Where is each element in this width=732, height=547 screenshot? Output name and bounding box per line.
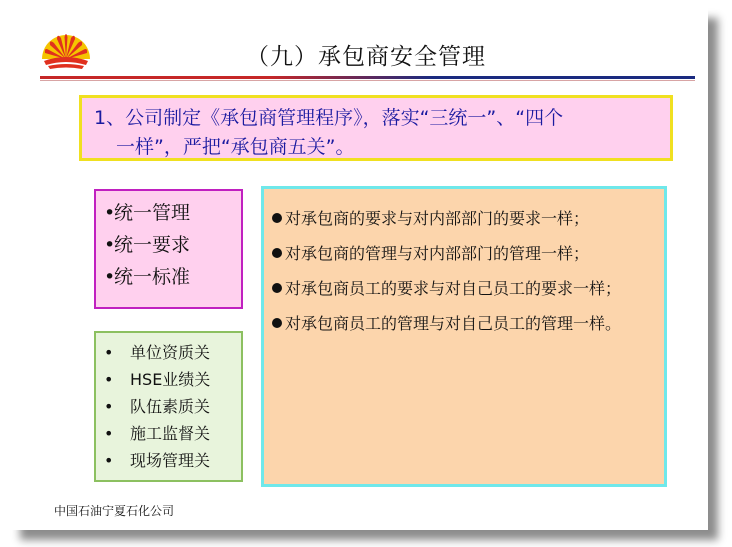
bullet-icon: •	[104, 397, 114, 416]
requirement-item	[272, 236, 652, 271]
gate-item-label: 单位资质关	[130, 343, 211, 362]
requirement-item	[272, 201, 652, 236]
bullet-dot-icon	[272, 283, 282, 293]
five-gates-box	[94, 331, 243, 482]
footer-company: 中国石油宁夏石化公司	[54, 504, 175, 518]
bullet-icon: •	[104, 202, 116, 224]
title-divider-thin	[40, 80, 695, 81]
unify-item-label: 统一标准	[114, 266, 191, 288]
four-same-box	[261, 186, 667, 487]
gate-item-label: 队伍素质关	[130, 397, 211, 416]
unify-item-label: 统一要求	[114, 234, 191, 256]
gate-item	[104, 420, 241, 447]
bullet-icon: •	[104, 343, 114, 362]
requirement-text: 对承包商的要求与对内部部门的要求一样；	[285, 209, 590, 228]
unify-item	[104, 197, 241, 229]
bullet-icon: •	[104, 370, 114, 389]
three-unify-box	[94, 189, 243, 309]
bullet-icon: •	[104, 234, 116, 256]
requirement-text: 对承包商员工的管理与对自己员工的管理一样。	[285, 314, 622, 333]
bullet-icon: •	[104, 266, 116, 288]
unify-item	[104, 229, 241, 261]
gate-item-label: HSE业绩关	[130, 370, 211, 389]
unify-item-label: 统一管理	[114, 202, 191, 224]
requirement-text: 对承包商员工的要求与对自己员工的要求一样；	[285, 279, 622, 298]
requirement-item	[272, 271, 652, 306]
gate-item-label: 现场管理关	[130, 451, 211, 470]
gate-item	[104, 393, 241, 420]
gate-item-label: 施工监督关	[130, 424, 211, 443]
bullet-dot-icon	[272, 213, 282, 223]
intro-line-2: 一样”，严把“承包商五关”。	[116, 136, 355, 158]
intro-box	[79, 95, 673, 161]
intro-line-1: 1、公司制定《承包商管理程序》，落实“三统一”、“四个	[94, 107, 564, 129]
requirement-text: 对承包商的管理与对内部部门的管理一样；	[285, 244, 590, 263]
gate-item	[104, 447, 241, 474]
unify-item	[104, 261, 241, 293]
title-divider	[40, 76, 695, 79]
gate-item	[104, 366, 241, 393]
gate-item	[104, 339, 241, 366]
bullet-icon: •	[104, 424, 114, 443]
bullet-dot-icon	[272, 248, 282, 258]
bullet-icon: •	[104, 451, 114, 470]
page-title: （九）承包商安全管理	[246, 44, 486, 70]
bullet-dot-icon	[272, 318, 282, 328]
requirement-item	[272, 306, 652, 341]
